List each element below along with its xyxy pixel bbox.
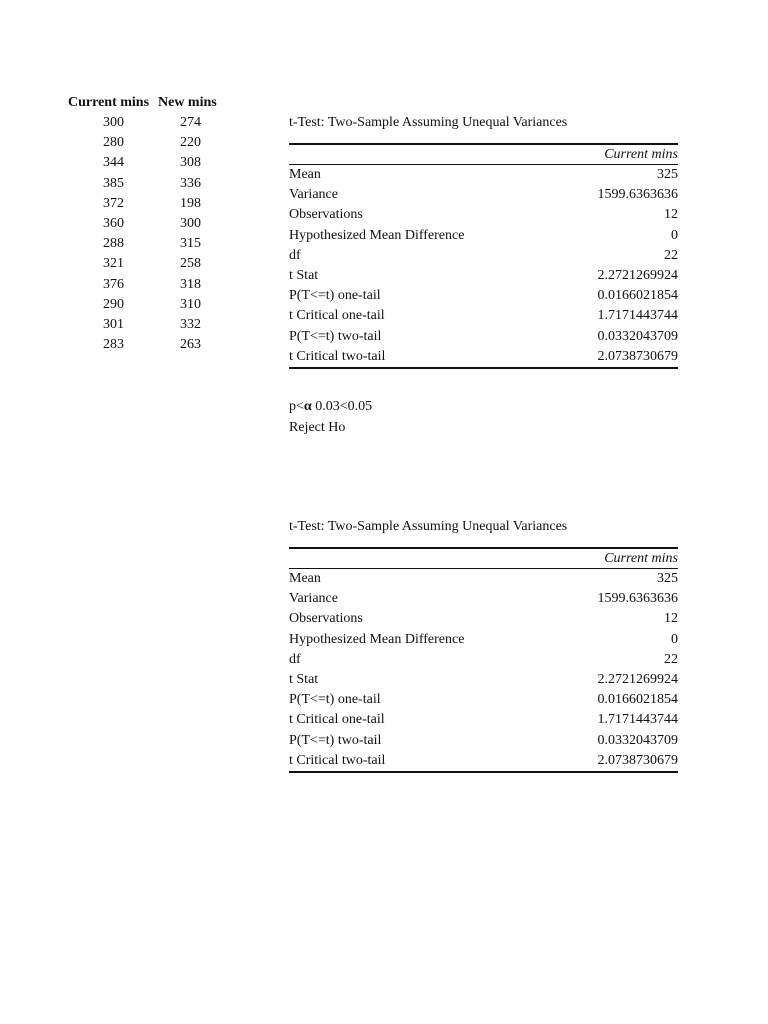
- stat-label: Hypothesized Mean Difference: [289, 631, 465, 647]
- ttest-row: [289, 609, 678, 629]
- decision-text: Reject Ho: [289, 419, 346, 435]
- header-current-mins: Current mins: [68, 95, 150, 110]
- stat-label: P(T<=t) one-tail: [289, 692, 381, 708]
- ttest-row: [289, 226, 678, 246]
- ttest-row: [289, 650, 678, 670]
- stat-value: 22: [664, 651, 678, 667]
- new-mins-cell: 332: [180, 316, 201, 332]
- new-mins-cell: 220: [180, 135, 201, 151]
- new-mins-cell: 263: [180, 337, 201, 353]
- table-row: [68, 315, 217, 335]
- stat-label: P(T<=t) two-tail: [289, 732, 382, 748]
- new-mins-cell: 300: [180, 215, 201, 231]
- stat-label: Variance: [289, 187, 338, 203]
- current-mins-cell: 301: [103, 316, 124, 332]
- ttest-row: [289, 327, 678, 347]
- new-mins-cell: 310: [180, 296, 201, 312]
- ttest-row: [289, 569, 678, 589]
- new-mins-cell: 198: [180, 195, 201, 211]
- ttest-row: [289, 246, 678, 266]
- ttest-table: [289, 143, 678, 369]
- stat-label: t Stat: [289, 267, 319, 283]
- stat-value: 12: [664, 207, 678, 223]
- stat-label: P(T<=t) two-tail: [289, 328, 382, 344]
- stat-label: df: [289, 247, 301, 263]
- ttest-row: [289, 670, 678, 690]
- stat-value: 2.0738730679: [597, 752, 678, 768]
- table-row: [68, 194, 217, 214]
- comparison-prefix: p<: [289, 399, 304, 414]
- stat-label: Variance: [289, 591, 338, 607]
- ttest-row: [289, 165, 678, 185]
- ttest-row: [289, 306, 678, 326]
- stat-label: Hypothesized Mean Difference: [289, 227, 465, 243]
- stat-label: Mean: [289, 167, 321, 182]
- stat-label: t Critical one-tail: [289, 712, 385, 728]
- stat-label: Mean: [289, 571, 321, 586]
- current-mins-cell: 376: [103, 276, 124, 292]
- ttest-column-header: Current mins: [289, 549, 678, 569]
- current-mins-cell: 385: [103, 175, 124, 191]
- stat-value: 0.0332043709: [597, 732, 678, 748]
- ttest-row: [289, 731, 678, 751]
- stat-value: 2.2721269924: [597, 267, 678, 283]
- ttest-summary-1: [289, 113, 678, 369]
- ttest-row: [289, 710, 678, 730]
- stat-value: 1.7171443744: [597, 308, 678, 324]
- new-mins-cell: 308: [180, 155, 201, 171]
- current-mins-cell: 300: [103, 115, 124, 130]
- current-mins-cell: 344: [103, 155, 124, 171]
- header-new-mins: New mins: [158, 95, 217, 110]
- table-row: [68, 153, 217, 173]
- p-value-comparison: [289, 397, 372, 418]
- table-row: [68, 295, 217, 315]
- ttest-row: [289, 266, 678, 286]
- current-mins-cell: 290: [103, 296, 124, 312]
- stat-value: 0: [671, 631, 678, 647]
- ttest-table: [289, 547, 678, 773]
- stat-value: 22: [664, 247, 678, 263]
- new-mins-cell: 336: [180, 175, 201, 191]
- stat-label: t Critical one-tail: [289, 308, 385, 324]
- table-row: [68, 335, 217, 355]
- table-row: [68, 113, 217, 133]
- table-row: [68, 234, 217, 254]
- new-mins-cell: 318: [180, 276, 201, 292]
- current-mins-cell: 321: [103, 256, 124, 272]
- ttest-body: [289, 165, 678, 367]
- stat-value: 1.7171443744: [597, 712, 678, 728]
- new-mins-cell: 315: [180, 236, 201, 252]
- ttest-row: [289, 205, 678, 225]
- current-mins-cell: 372: [103, 195, 124, 211]
- current-mins-cell: 283: [103, 337, 124, 353]
- stat-value: 0: [671, 227, 678, 243]
- comparison-values: 0.03<0.05: [311, 399, 373, 414]
- conclusion-note: [289, 397, 372, 438]
- stat-label: t Critical two-tail: [289, 752, 386, 768]
- raw-data-rows: [68, 113, 217, 355]
- ttest-column-header: Current mins: [289, 145, 678, 165]
- ttest-row: [289, 347, 678, 367]
- current-mins-cell: 288: [103, 236, 124, 252]
- ttest-summary-2: [289, 517, 678, 773]
- raw-data-table: [68, 93, 217, 355]
- ttest-row: [289, 286, 678, 306]
- new-mins-cell: 258: [180, 256, 201, 272]
- stat-value: 0.0332043709: [597, 328, 678, 344]
- table-row: [68, 275, 217, 295]
- stat-label: Observations: [289, 207, 363, 223]
- table-row: [68, 254, 217, 274]
- stat-value: 325: [657, 571, 678, 586]
- current-mins-cell: 360: [103, 215, 124, 231]
- new-mins-cell: 274: [180, 115, 201, 130]
- stat-value: 2.0738730679: [597, 348, 678, 364]
- stat-value: 2.2721269924: [597, 671, 678, 687]
- current-mins-cell: 280: [103, 135, 124, 151]
- stat-label: t Stat: [289, 671, 319, 687]
- stat-value: 12: [664, 611, 678, 627]
- ttest-row: [289, 690, 678, 710]
- stat-value: 0.0166021854: [597, 692, 678, 708]
- ttest-row: [289, 185, 678, 205]
- stat-value: 1599.6363636: [597, 591, 678, 607]
- raw-data-header: [68, 93, 217, 113]
- ttest-title: t-Test: Two-Sample Assuming Unequal Variances: [289, 519, 568, 534]
- stat-value: 325: [657, 167, 678, 182]
- table-row: [68, 214, 217, 234]
- table-row: [68, 133, 217, 153]
- stat-value: 1599.6363636: [597, 187, 678, 203]
- stat-value: 0.0166021854: [597, 288, 678, 304]
- ttest-title: t-Test: Two-Sample Assuming Unequal Variances: [289, 115, 568, 130]
- table-row: [68, 174, 217, 194]
- ttest-row: [289, 630, 678, 650]
- stat-label: df: [289, 651, 301, 667]
- alpha-symbol: α: [303, 399, 312, 414]
- stat-label: t Critical two-tail: [289, 348, 386, 364]
- ttest-body: [289, 569, 678, 771]
- stat-label: P(T<=t) one-tail: [289, 288, 381, 304]
- ttest-row: [289, 751, 678, 771]
- ttest-row: [289, 589, 678, 609]
- stat-label: Observations: [289, 611, 363, 627]
